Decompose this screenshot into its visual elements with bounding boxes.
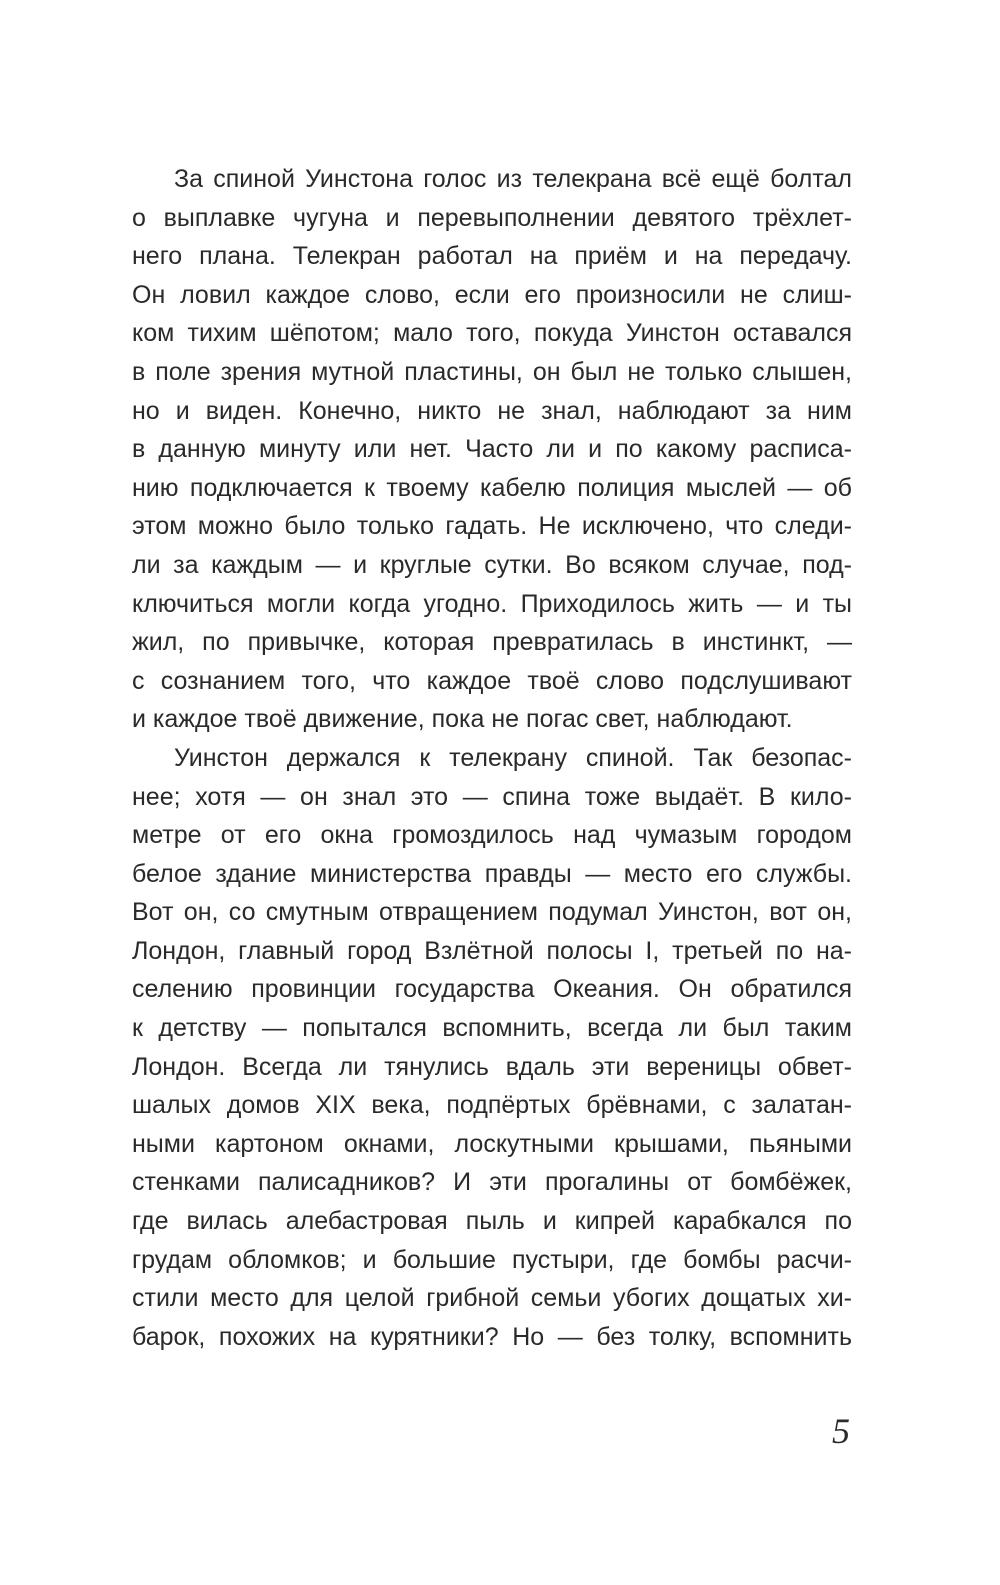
text-line: с сознанием того, что каждое твоё слово подслушивают (132, 666, 852, 695)
text-line: ключиться могли когда угодно. Приходилось жить — и ты (132, 589, 852, 618)
text-line: белое здание министерства правды — место его службы. (132, 859, 852, 888)
text-line: ли за каждым — и круглые сутки. Во всяком случае, под- (132, 550, 852, 579)
text-line: жил, по привычке, которая превратилась в инстинкт, — (132, 628, 852, 657)
text-line: грудам обломков; и большие пустыри, где бомбы расчи- (132, 1245, 852, 1274)
text-line: Лондон. Всегда ли тянулись вдаль эти вереницы обвет- (132, 1052, 852, 1081)
text-line: ными картоном окнами, лоскутными крышами, пьяными (132, 1129, 852, 1158)
text-line: Лондон, главный город Взлётной полосы I, третьей по на- (132, 936, 852, 965)
text-line: стили место для целой грибной семьи убогих дощатых хи- (132, 1284, 852, 1313)
body-text (132, 160, 852, 1356)
text-line: шалых домов XIX века, подпёртых брёвнами, с залатан- (132, 1091, 852, 1120)
text-line: него плана. Телекран работал на приём и на передачу. (132, 242, 852, 271)
text-line: этом можно было только гадать. Не исключено, что следи- (132, 512, 852, 541)
text-line: Он ловил каждое слово, если его произносили не слиш- (132, 280, 852, 309)
text-line: Уинстон держался к телекрану спиной. Так безопас- (174, 743, 852, 772)
text-line: стенками палисадников? И эти прогалины от бомбёжек, (132, 1168, 852, 1197)
text-line: нию подключается к твоему кабелю полиция мыслей — об (132, 473, 852, 502)
text-line: где вилась алебастровая пыль и кипрей карабкался по (132, 1207, 852, 1236)
text-line: метре от его окна громоздилось над чумазым городом (132, 821, 852, 850)
page-number: 5 (832, 1411, 850, 1451)
text-line: к детству — попытался вспомнить, всегда ли был таким (132, 1014, 852, 1043)
text-line: барок, похожих на курятники? Но — без толку, вспомнить (132, 1322, 852, 1351)
paragraph (132, 739, 852, 1357)
text-line: нее; хотя — он знал это — спина тоже выдаёт. В кило- (132, 782, 852, 811)
text-line: в данную минуту или нет. Часто ли и по какому расписа- (132, 435, 852, 464)
text-line: селению провинции государства Океания. Он обратился (132, 975, 852, 1004)
text-line: ком тихим шёпотом; мало того, покуда Уинстон оставался (132, 319, 852, 348)
text-line: в поле зрения мутной пластины, он был не только слышен, (132, 357, 852, 386)
text-line: и каждое твоё движение, пока не погас свет, наблюдают. (132, 705, 793, 734)
text-line: Вот он, со смутным отвращением подумал Уинстон, вот он, (132, 898, 852, 927)
text-line: о выплавке чугуна и перевыполнении девятого трёхлет- (132, 203, 852, 232)
text-line: но и виден. Конечно, никто не знал, наблюдают за ним (132, 396, 852, 425)
paragraph (132, 160, 852, 739)
text-line: За спиной Уинстона голос из телекрана всё ещё болтал (174, 165, 852, 193)
